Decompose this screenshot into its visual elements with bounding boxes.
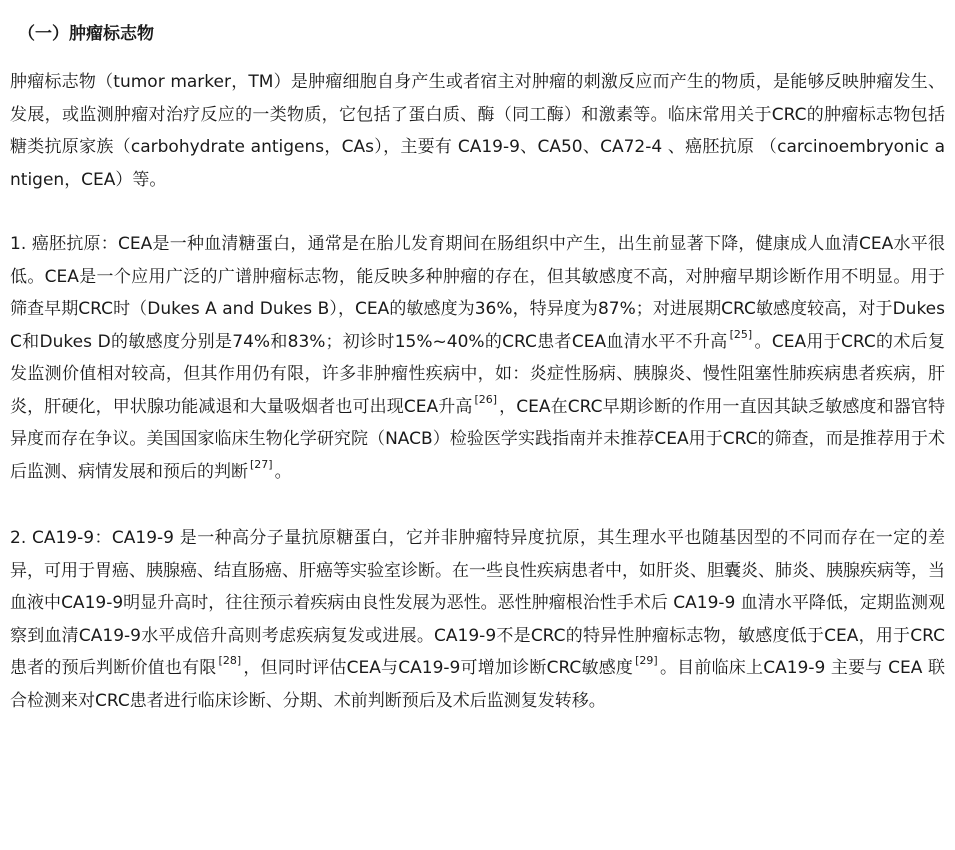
ca199-text-2: ，但同时评估CEA与CA19-9可增加诊断CRC敏感度 — [243, 658, 634, 678]
citation-26: [26] — [474, 392, 498, 406]
cea-paragraph — [10, 228, 945, 488]
cea-text-2: 。CEA用于CRC的术后复发监测价值相对较高，但其作用仍有限，许多非肿瘤性疾病中，如：炎症性肠病、胰腺炎、慢性阻塞性肺疾病患者疾病，肝炎，肝硬化，甲状腺功能减退和大量吸烟者也可出现CEA升高 — [10, 331, 945, 417]
paragraph-spacer — [10, 488, 945, 522]
citation-28: [28] — [218, 654, 242, 667]
citation-29: [29] — [635, 654, 658, 667]
cea-text-1: 1. 癌胚抗原：CEA是一种血清糖蛋白，通常是在胎儿发育期间在肠组织中产生，出生前显著下降，健康成人血清CEA水平很低。CEA是一个应用广泛的广谱肿瘤标志物，能反映多种肿瘤的存在，但其敏感度不高，对肿瘤早期诊断作用不明显。用于筛查早期CRC时（Dukes A and Dukes B），CEA的敏感度为36%，特异度为87%；对进展期CRC敏感度较高，对于Dukes C和Dukes D的敏感度分别是74%和83%；初诊时15%~40%的CRC患者CEA血清水平不升高 — [10, 234, 945, 352]
cea-text-4: 。 — [274, 461, 292, 482]
intro-paragraph: 肿瘤标志物（tumor marker，TM）是肿瘤细胞自身产生或者宿主对肿瘤的刺激反应而产生的物质，是能够反映肿瘤发生、发展，或监测肿瘤对治疗反应的一类物质，它包括了蛋白质、酶（同工酶）和激素等。临床常用关于CRC的肿瘤标志物包括糖类抗原家族（carbohydrate antigens，CAs），主要有 CA19-9、CA50、CA72-4 、癌胚抗原 （carcinoembryonic antigen，CEA）等。 — [10, 72, 945, 190]
ca199-text-1: 2. CA19-9：CA19-9 是一种高分子量抗原糖蛋白，它并非肿瘤特异度抗原，其生理水平也随基因型的不同而存在一定的差异，可用于胃癌、胰腺癌、结直肠癌、肝癌等实验室诊断。在一些良性疾病患者中，如肝炎、胆囊炎、肺炎、胰腺疾病等，当血液中CA19-9明显升高时，往往预示着疾病由良性发展为恶性。恶性肿瘤根治性手术后 CA19-9 血清水平降低，定期监测观察到血清CA19-9水平成倍升高则考虑疾病复发或进展。CA19-9不是CRC的特异性肿瘤标志物，敏感度低于CEA，用于CRC患者的预后判断价值也有限 — [10, 528, 945, 678]
ca199-paragraph — [10, 522, 945, 717]
section-title: （一）肿瘤标志物 — [18, 24, 154, 44]
ca199-text-3: 。目前临床上CA19-9 主要与 CEA 联合检测来对CRC患者进行临床诊断、分期、术前判断预后及术后监测复发转移。 — [10, 658, 945, 711]
paragraph-spacer — [10, 196, 945, 228]
citation-25: [25] — [729, 327, 753, 341]
cea-text-3: ，CEA在CRC早期诊断的作用一直因其缺乏敏感度和器官特异度而存在争议。美国国家临床生物化学研究院（NACB）检验医学实践指南并未推荐CEA用于CRC的筛查，而是推荐用于术后监测、病情发展和预后的判断 — [10, 396, 945, 482]
citation-27: [27] — [250, 457, 273, 471]
